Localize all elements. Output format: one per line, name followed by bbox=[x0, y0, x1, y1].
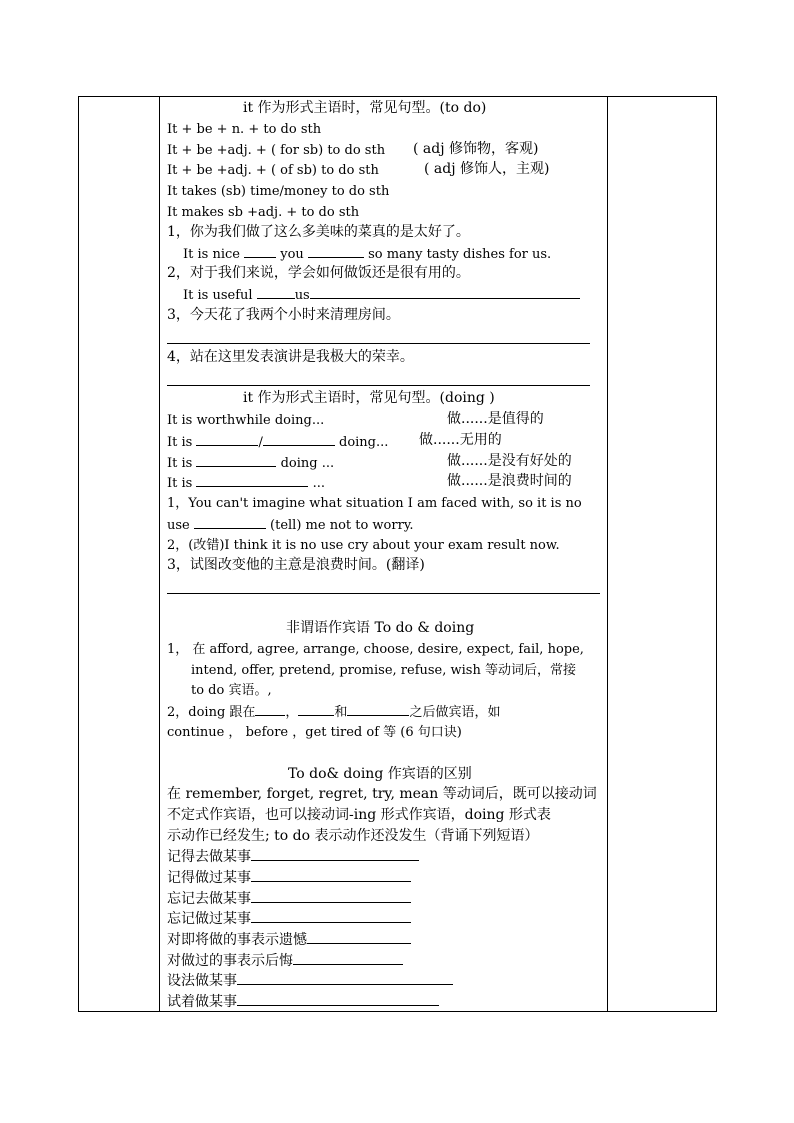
blank[interactable] bbox=[194, 516, 266, 529]
phrase-item: 记得去做某事 bbox=[167, 848, 419, 866]
phrase-item: 试着做某事 bbox=[167, 993, 439, 1011]
blank[interactable] bbox=[308, 245, 364, 258]
answer-rule[interactable] bbox=[167, 593, 600, 594]
paragraph-line: 在 remember, forget, regret, try, mean 等动词后，既可以接动词 bbox=[167, 786, 597, 802]
blank[interactable] bbox=[196, 454, 276, 467]
blank[interactable] bbox=[255, 703, 285, 716]
blank[interactable] bbox=[244, 245, 276, 258]
heading-nonfinite-object: 非谓语作宾语 To do & doing bbox=[286, 620, 475, 636]
pattern-line: It is worthwhile doing... bbox=[167, 413, 325, 428]
pattern-line: It is ... bbox=[167, 476, 326, 491]
paragraph-line: 不定式作宾语，也可以接动词-ing 形式作宾语，doing 形式表 bbox=[167, 807, 551, 823]
blank[interactable] bbox=[263, 433, 335, 446]
blank[interactable] bbox=[307, 931, 411, 944]
exercise-text: use (tell) me not to worry. bbox=[167, 518, 414, 533]
pattern-line: It takes (sb) time/money to do sth bbox=[167, 184, 390, 199]
rule-text: continue ， before ，get tired of 等 (6 句口诀) bbox=[167, 725, 462, 740]
blank[interactable] bbox=[237, 972, 453, 985]
exercise-text: 2，(改错)I think it is no use cry about your exam result now. bbox=[167, 538, 560, 553]
paragraph-line: 示动作已经发生; to do 表示动作还没发生（背诵下列短语） bbox=[167, 828, 539, 844]
pattern-note: 做......是浪费时间的 bbox=[447, 473, 572, 489]
pattern-note: 做......是值得的 bbox=[447, 411, 544, 427]
blank[interactable] bbox=[251, 848, 419, 861]
phrase-item: 忘记做过某事 bbox=[167, 910, 411, 928]
answer-rule[interactable] bbox=[167, 343, 590, 344]
phrase-item: 忘记去做某事 bbox=[167, 890, 411, 908]
pattern-note: 做......无用的 bbox=[419, 432, 502, 448]
phrase-item: 设法做某事 bbox=[167, 972, 453, 990]
blank[interactable] bbox=[251, 890, 411, 903]
question-text: 1，你为我们做了这么多美味的菜真的是太好了。 bbox=[167, 224, 470, 240]
pattern-line: It + be +adj. + ( of sb) to do sth bbox=[167, 163, 379, 178]
question-text: 4，站在这里发表演讲是我极大的荣幸。 bbox=[167, 349, 414, 365]
blank[interactable] bbox=[257, 286, 295, 299]
pattern-line: It + be +adj. + ( for sb) to do sth bbox=[167, 143, 386, 158]
column-divider-right bbox=[607, 97, 608, 1011]
phrase-item: 记得做过某事 bbox=[167, 869, 411, 887]
pattern-line: It is / doing... bbox=[167, 435, 389, 450]
phrase-item: 对做过的事表示后悔 bbox=[167, 952, 403, 970]
exercise-text: 1，You can't imagine what situation I am faced with, so it is no bbox=[167, 496, 582, 511]
answer-line: It is nice you so many tasty dishes for us. bbox=[183, 247, 552, 262]
pattern-line: It makes sb +adj. + to do sth bbox=[167, 205, 360, 220]
question-text: 2，对于我们来说，学会如何做饭还是很有用的。 bbox=[167, 265, 470, 281]
rule-text: to do 宾语。, bbox=[191, 683, 272, 698]
pattern-note: ( adj 修饰物，客观) bbox=[413, 141, 539, 157]
blank[interactable] bbox=[347, 703, 409, 716]
heading-it-to-do: it 作为形式主语时，常见句型。(to do) bbox=[243, 100, 487, 116]
heading-difference: To do& doing 作宾语的区别 bbox=[288, 766, 472, 782]
rule-text: intend, offer, pretend, promise, refuse, wish 等动词后，常接 bbox=[191, 663, 576, 678]
pattern-note: 做......是没有好处的 bbox=[447, 453, 572, 469]
blank[interactable] bbox=[237, 993, 439, 1006]
rule-text: 2，doing 跟在 ， 和 之后做宾语，如 bbox=[167, 705, 501, 720]
heading-it-doing: it 作为形式主语时，常见句型。(doing ) bbox=[243, 390, 495, 406]
blank[interactable] bbox=[251, 910, 411, 923]
column-divider-left bbox=[159, 97, 160, 1011]
blank[interactable] bbox=[196, 433, 258, 446]
blank[interactable] bbox=[196, 474, 308, 487]
blank[interactable] bbox=[298, 703, 334, 716]
blank[interactable] bbox=[293, 952, 403, 965]
blank[interactable] bbox=[310, 286, 580, 299]
pattern-note: ( adj 修饰人，主观) bbox=[424, 161, 550, 177]
exercise-text: 3，试图改变他的主意是浪费时间。(翻译) bbox=[167, 557, 425, 573]
pattern-line: It + be + n. + to do sth bbox=[167, 122, 322, 137]
answer-rule[interactable] bbox=[167, 385, 590, 386]
answer-line: It is useful us bbox=[183, 286, 580, 304]
question-text: 3，今天花了我两个小时来清理房间。 bbox=[167, 307, 400, 323]
rule-text: 1， 在 afford, agree, arrange, choose, desire, expect, fail, hope, bbox=[167, 642, 584, 657]
pattern-line: It is doing ... bbox=[167, 456, 335, 471]
blank[interactable] bbox=[251, 869, 411, 882]
phrase-item: 对即将做的事表示遗憾 bbox=[167, 931, 411, 949]
